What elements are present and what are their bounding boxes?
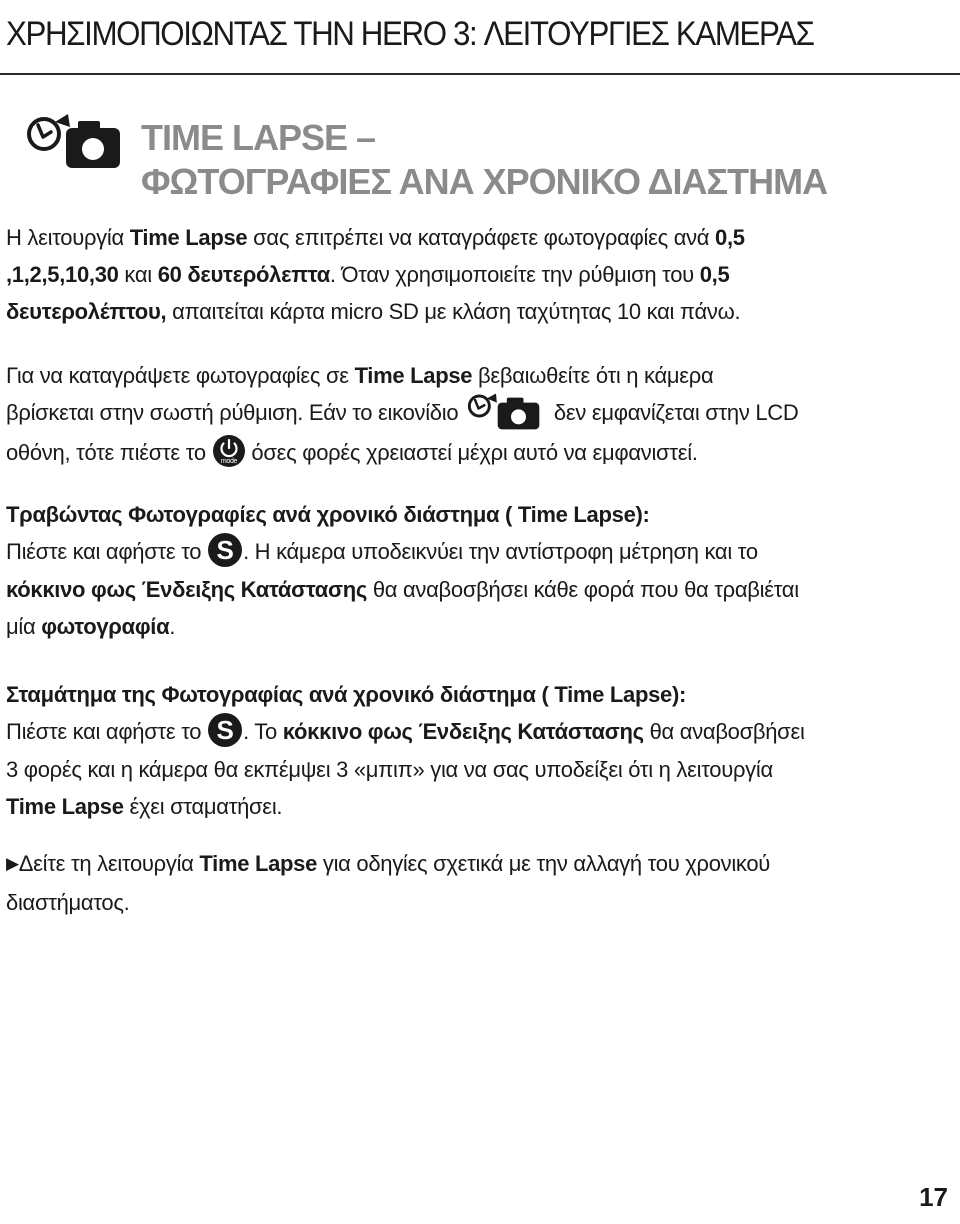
text-span: έχει σταματήσει. — [123, 794, 283, 820]
subheading-stop: Σταμάτημα της Φωτογραφίας ανά χρονικό διάστημα ( Time Lapse): — [6, 682, 687, 707]
text-bold: κόκκινο φως Ένδειξης Κατάστασης — [6, 577, 368, 603]
page-header-title: ΧΡΗΣΙΜΟΠΟΙΩΝΤΑΣ ΤΗΝ HERO 3: ΛΕΙΤΟΥΡΓΙΕΣ ΚΑΜΕΡΑΣ — [6, 15, 814, 53]
text-span: . Το — [243, 719, 283, 744]
paragraph-see-also — [6, 845, 951, 921]
paragraph-line — [6, 608, 951, 645]
paragraph-line: διαστήματος. — [6, 890, 130, 915]
text-bold: Time Lapse — [354, 363, 473, 388]
shutter-button-label: S — [216, 715, 234, 746]
shutter-button-icon — [207, 532, 243, 568]
text-bold: 60 δευτερόλεπτα — [157, 262, 330, 287]
text-span: δεν εμφανίζεται στην LCD — [548, 400, 799, 425]
paragraph-line — [6, 845, 951, 884]
text-span: Δείτε τη λειτουργία — [18, 851, 200, 876]
arrow-icon: ▶ — [6, 854, 19, 873]
text-span: . — [169, 614, 176, 640]
text-span: θα αναβοσβήσει κάθε φορά που θα τραβιέται — [367, 577, 799, 603]
text-bold: Time Lapse — [6, 794, 124, 820]
paragraph-line: 3 φορές και η κάμερα θα εκπέμψει 3 «μπιπ» για να σας υποδείξει ότι η λειτουργία — [6, 757, 773, 783]
paragraph-line — [6, 713, 951, 751]
text-bold: κόκκινο φως Ένδειξης Κατάστασης — [282, 719, 644, 744]
section-title-line1: TIME LAPSE – — [141, 117, 376, 158]
page-number: 17 — [919, 1182, 948, 1212]
shutter-button-label: S — [216, 535, 234, 566]
text-bold: 0,5 — [699, 262, 730, 287]
subheading-start: Τραβώντας Φωτογραφίες ανά χρονικό διάστημα ( Time Lapse): — [6, 502, 650, 527]
section-title — [141, 116, 941, 204]
text-bold: 0,5 — [715, 225, 745, 250]
text-span: για οδηγίες σχετικά με την αλλαγή του χρονικού — [317, 851, 771, 876]
timelapse-camera-icon — [22, 110, 122, 172]
text-bold: Time Lapse — [129, 225, 248, 250]
mode-button-label: mode — [220, 458, 237, 466]
text-span: Πιέστε και αφήστε το — [6, 539, 208, 564]
text-span: Η λειτουργία — [6, 225, 130, 250]
text-span: . Η κάμερα υποδεικνύει την αντίστροφη μέτρηση και το — [243, 539, 758, 564]
paragraph-line — [6, 533, 951, 571]
text-bold: ,1,2,5,10,30 — [6, 262, 119, 287]
timelapse-camera-inline-icon — [464, 391, 548, 431]
paragraph-line — [6, 434, 951, 471]
paragraph-line — [6, 357, 951, 394]
text-bold: δευτερολέπτου, — [6, 299, 167, 324]
paragraph-line — [6, 394, 951, 434]
text-bold: φωτογραφία — [41, 614, 170, 640]
header-divider — [0, 73, 960, 75]
text-span: βεβαιωθείτε ότι η κάμερα — [472, 363, 714, 388]
paragraph-line — [6, 571, 951, 608]
text-span: απαιτείται κάρτα micro SD με κλάση ταχύτητας 10 και πάνω. — [166, 299, 741, 324]
text-span: βρίσκεται στην σωστή ρύθμιση. Εάν το εικονίδιο — [6, 400, 465, 425]
text-span: όσες φορές χρειαστεί μέχρι αυτό να εμφανιστεί. — [245, 440, 698, 466]
text-span: οθόνη, τότε πιέστε το — [6, 440, 212, 466]
text-span: Πιέστε και αφήστε το — [6, 719, 208, 744]
section-title-line2: ΦΩΤΟΓΡΑΦΙΕΣ ΑΝΑ ΧΡΟΝΙΚΟ ΔΙΑΣΤΗΜΑ — [141, 161, 828, 202]
text-bold: Time Lapse — [199, 851, 318, 876]
paragraph-intro — [6, 219, 951, 330]
text-span: σας επιτρέπει να καταγράφετε φωτογραφίες ανά — [247, 225, 716, 250]
paragraph-line — [6, 788, 951, 825]
mode-button-icon — [212, 434, 246, 468]
text-span: μία — [6, 614, 42, 640]
text-span: θα αναβοσβήσει — [643, 719, 805, 744]
paragraph-line — [6, 293, 951, 330]
paragraph-setup — [6, 357, 951, 471]
paragraph-start-capture — [6, 496, 951, 645]
paragraph-line — [6, 256, 951, 293]
text-span: και — [118, 262, 158, 287]
shutter-button-icon — [207, 712, 243, 748]
text-span: . Όταν χρησιμοποιείτε την ρύθμιση του — [329, 262, 700, 287]
paragraph-stop-capture — [6, 676, 951, 825]
paragraph-line — [6, 219, 951, 256]
text-span: Για να καταγράψετε φωτογραφίες σε — [6, 363, 355, 388]
